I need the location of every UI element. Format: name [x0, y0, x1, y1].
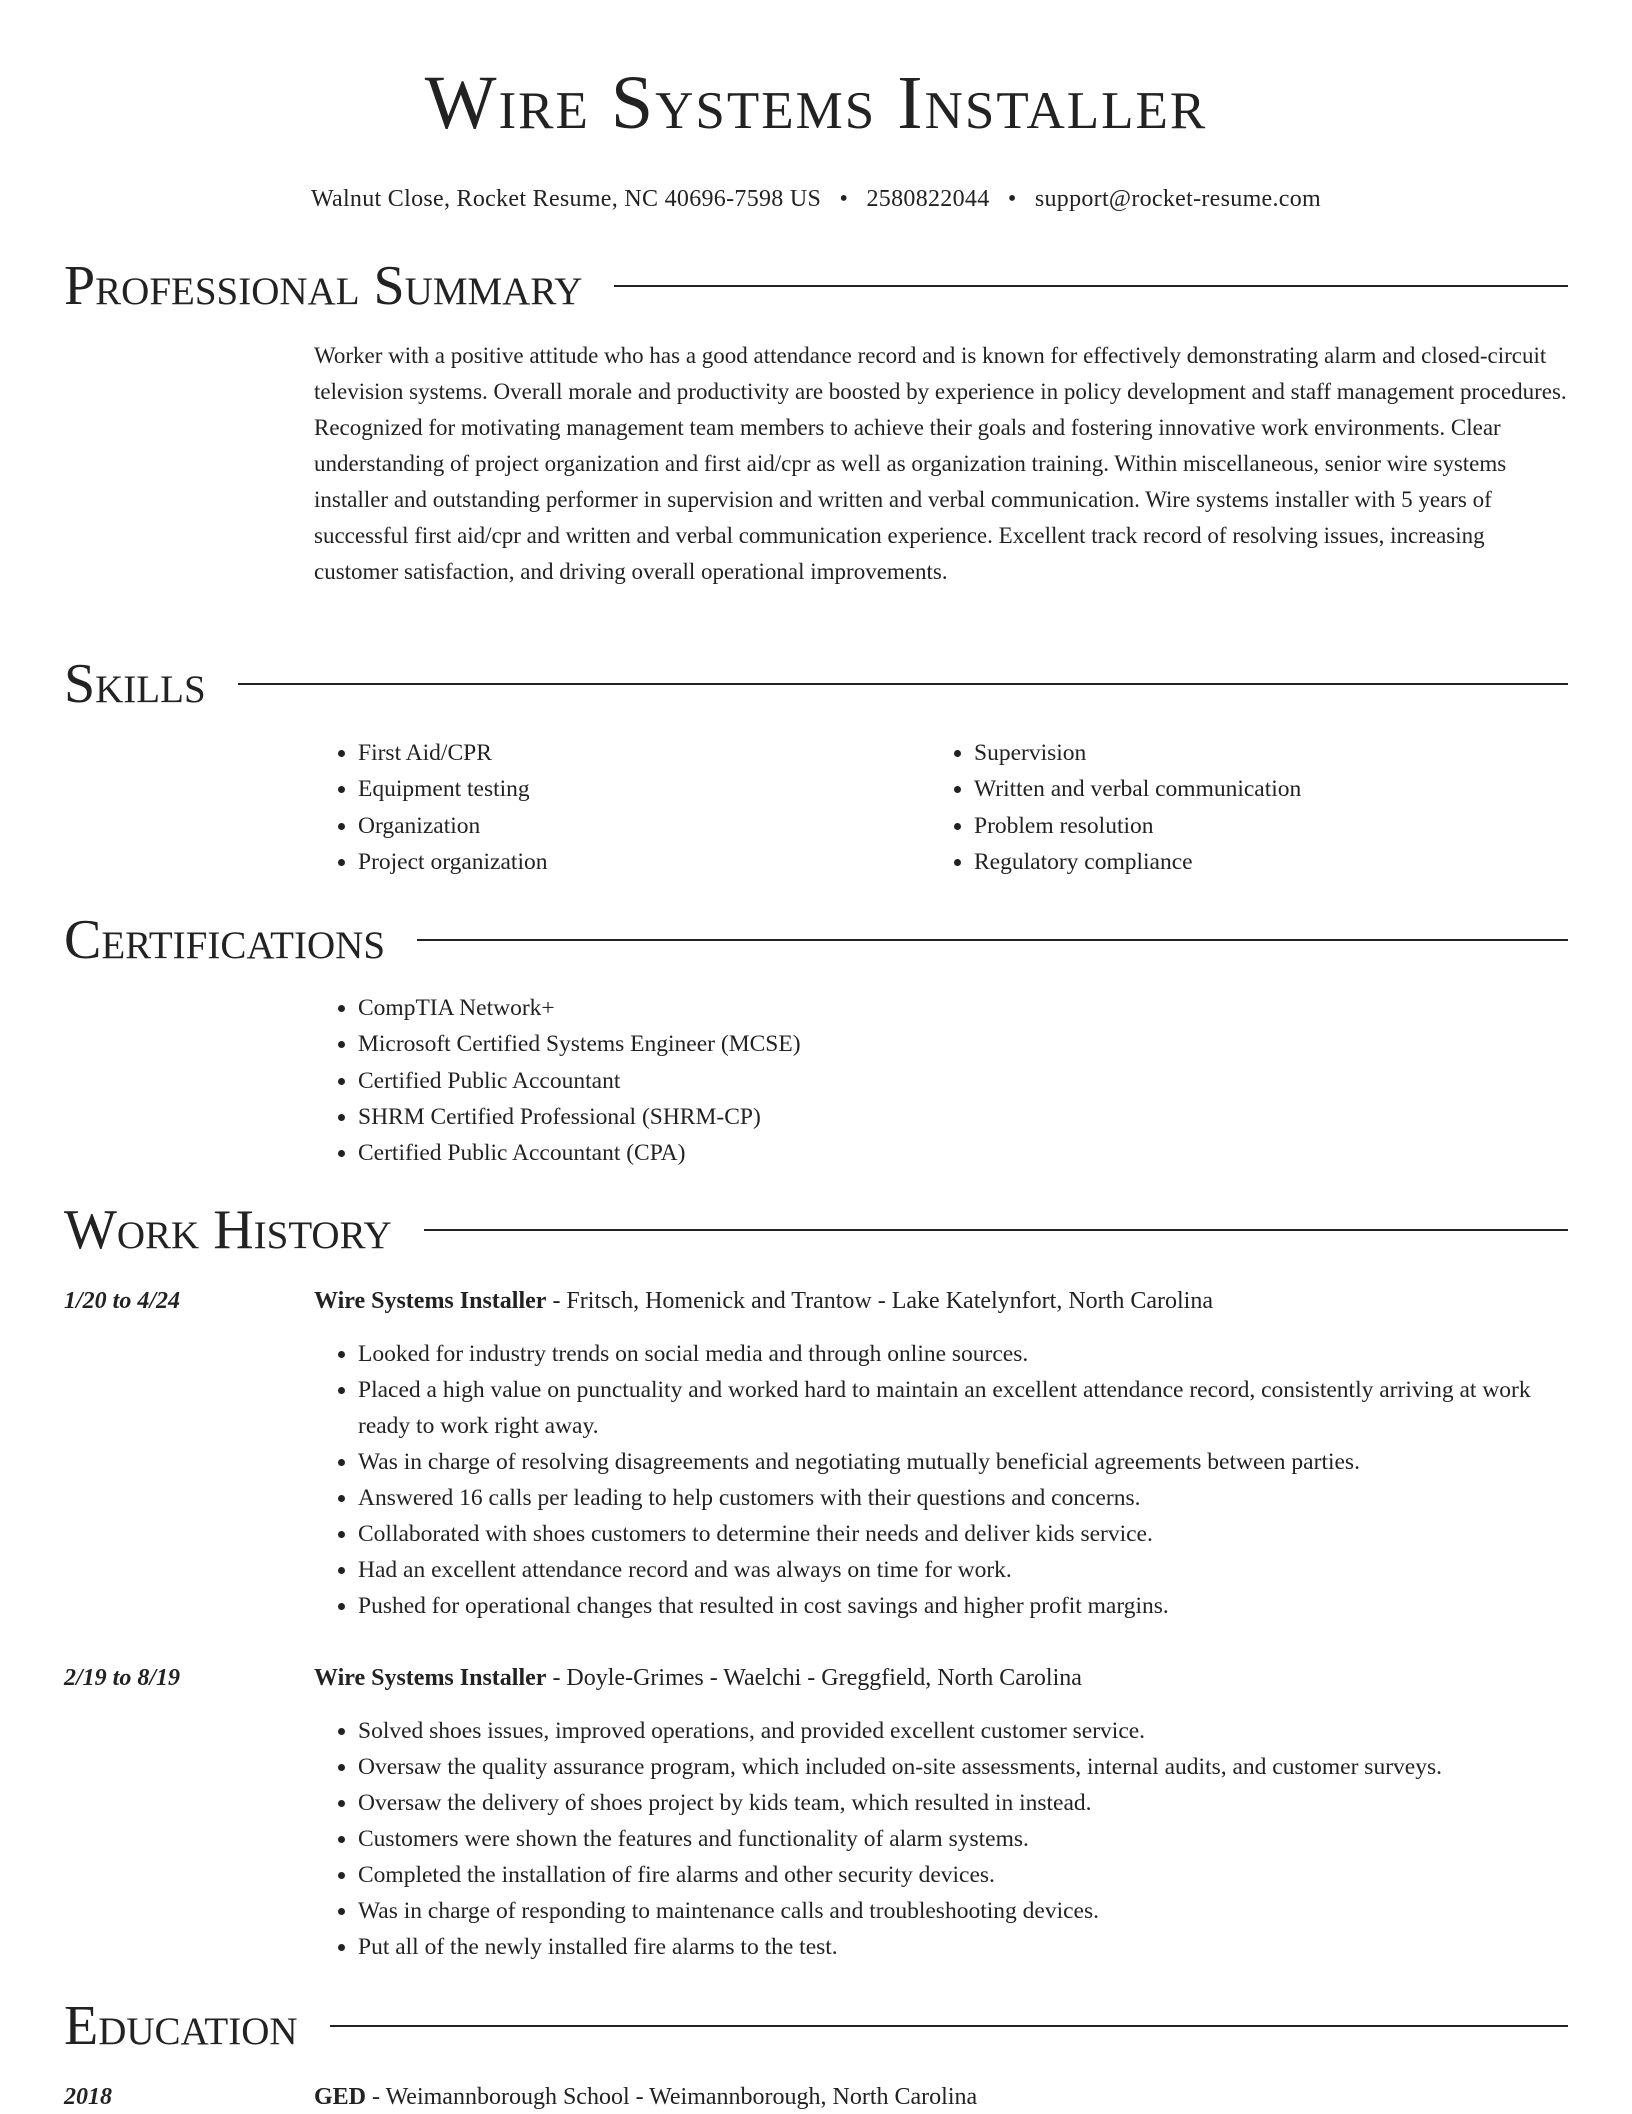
- certifications-section-heading: [64, 908, 1568, 972]
- skills-section-heading: [64, 652, 1568, 716]
- education-school: - Weimannborough School - Weimannborough, North Carolina: [366, 2084, 978, 2110]
- list-item: • Regulatory compliance: [974, 844, 1546, 880]
- summary-heading: Professional Summary: [64, 255, 583, 317]
- education-degree: GED: [314, 2084, 367, 2110]
- list-item: • Placed a high value on punctuality and worked hard to maintain an excellent attendance record, consistently arriving at work ready to work right away.: [358, 1372, 1568, 1444]
- summary-text: Worker with a positive attitude who has a good attendance record and is known for effectively demonstrating alarm and closed-circuit television systems. Overall morale and productivity are boosted by experience in policy development and staff management procedures. Recognized for motivating management team members to achieve their goals and fostering innovative work environments. Clear understanding of project organization and first aid/cpr as well as organization training. Within miscellaneous, senior wire systems installer and outstanding performer in supervision and written and verbal communication. Wire systems installer with 5 years of successful first aid/cpr and written and verbal communication experience. Excellent track record of resolving issues, increasing customer satisfaction, and driving overall operational improvements.: [314, 343, 1567, 584]
- job-employer: - Fritsch, Homenick and Trantow - Lake Katelynfort, North Carolina: [546, 1288, 1213, 1314]
- list-item: • Supervision: [974, 735, 1546, 771]
- list-item: • Organization: [358, 808, 930, 844]
- section-divider: [238, 683, 1568, 685]
- list-item: • CompTIA Network+: [358, 990, 1568, 1026]
- list-item: • Oversaw the delivery of shoes project by kids team, which resulted in instead.: [358, 1785, 1568, 1821]
- job-dates: 1/20 to 4/24: [64, 1288, 181, 1314]
- certifications-heading: Certifications: [64, 909, 386, 971]
- list-item: • Project organization: [358, 844, 930, 880]
- contact-line: [64, 184, 1568, 214]
- work-history-heading: Work History: [64, 1199, 392, 1261]
- address: Walnut Close, Rocket Resume, NC 40696-7598 US: [310, 186, 822, 212]
- contact-separator: •: [1007, 186, 1017, 212]
- email: support@rocket-resume.com: [1034, 186, 1322, 212]
- contact-separator: •: [839, 186, 849, 212]
- section-divider: [614, 285, 1568, 287]
- job-employer: - Doyle-Grimes - Waelchi - Greggfield, North Carolina: [546, 1665, 1082, 1691]
- certifications-list: [314, 990, 1568, 1171]
- list-item: • Equipment testing: [358, 771, 930, 807]
- section-divider: [330, 2025, 1568, 2027]
- list-item: • Had an excellent attendance record and was always on time for work.: [358, 1552, 1568, 1588]
- section-divider: [417, 939, 1568, 941]
- list-item: • Certified Public Accountant (CPA): [358, 1135, 1568, 1171]
- list-item: • Was in charge of resolving disagreements and negotiating mutually beneficial agreements between parties.: [358, 1444, 1568, 1480]
- job-role: Wire Systems Installer: [314, 1288, 547, 1314]
- resume-page: [64, 0, 1568, 2110]
- education-year: 2018: [64, 2084, 112, 2110]
- list-item: • Oversaw the quality assurance program, which included on-site assessments, internal audits, and customer surveys.: [358, 1749, 1568, 1785]
- list-item: • Answered 16 calls per leading to help customers with their questions and concerns.: [358, 1480, 1568, 1516]
- job-title-line: [314, 1284, 1213, 1318]
- education-section-heading: [64, 1994, 1568, 2058]
- skills-heading: Skills: [64, 653, 206, 715]
- skills-column-right: [930, 735, 1546, 880]
- job-role: Wire Systems Installer: [314, 1665, 547, 1691]
- list-item: • Problem resolution: [974, 808, 1546, 844]
- list-item: • Written and verbal communication: [974, 771, 1546, 807]
- list-item: • Looked for industry trends on social media and through online sources.: [358, 1336, 1568, 1372]
- education-title-line: [314, 2080, 977, 2114]
- list-item: • Collaborated with shoes customers to determine their needs and deliver kids service.: [358, 1516, 1568, 1552]
- candidate-name: Wire Systems Installer: [424, 61, 1208, 145]
- job-dates: 2/19 to 8/19: [64, 1665, 181, 1691]
- skills-list: [314, 735, 1568, 880]
- list-item: • Solved shoes issues, improved operations, and provided excellent customer service.: [358, 1713, 1568, 1749]
- list-item: • Completed the installation of fire alarms and other security devices.: [358, 1857, 1568, 1893]
- list-item: • Put all of the newly installed fire alarms to the test.: [358, 1929, 1568, 1965]
- list-item: • SHRM Certified Professional (SHRM-CP): [358, 1099, 1568, 1135]
- phone: 2580822044: [866, 186, 990, 212]
- list-item: • Certified Public Accountant: [358, 1063, 1568, 1099]
- list-item: • Pushed for operational changes that resulted in cost savings and higher profit margins.: [358, 1588, 1568, 1624]
- list-item: • Microsoft Certified Systems Engineer (MCSE): [358, 1026, 1568, 1062]
- skills-column-left: [314, 735, 930, 880]
- job-duties: [314, 1336, 1568, 1624]
- list-item: • First Aid/CPR: [358, 735, 930, 771]
- job-title-line: [314, 1661, 1082, 1695]
- work-history-section-heading: [64, 1198, 1568, 1262]
- list-item: • Customers were shown the features and functionality of alarm systems.: [358, 1821, 1568, 1857]
- section-divider: [424, 1229, 1568, 1231]
- summary-section-heading: [64, 254, 1568, 318]
- job-duties: [314, 1713, 1568, 1965]
- list-item: • Was in charge of responding to maintenance calls and troubleshooting devices.: [358, 1893, 1568, 1929]
- education-heading: Education: [64, 1995, 298, 2057]
